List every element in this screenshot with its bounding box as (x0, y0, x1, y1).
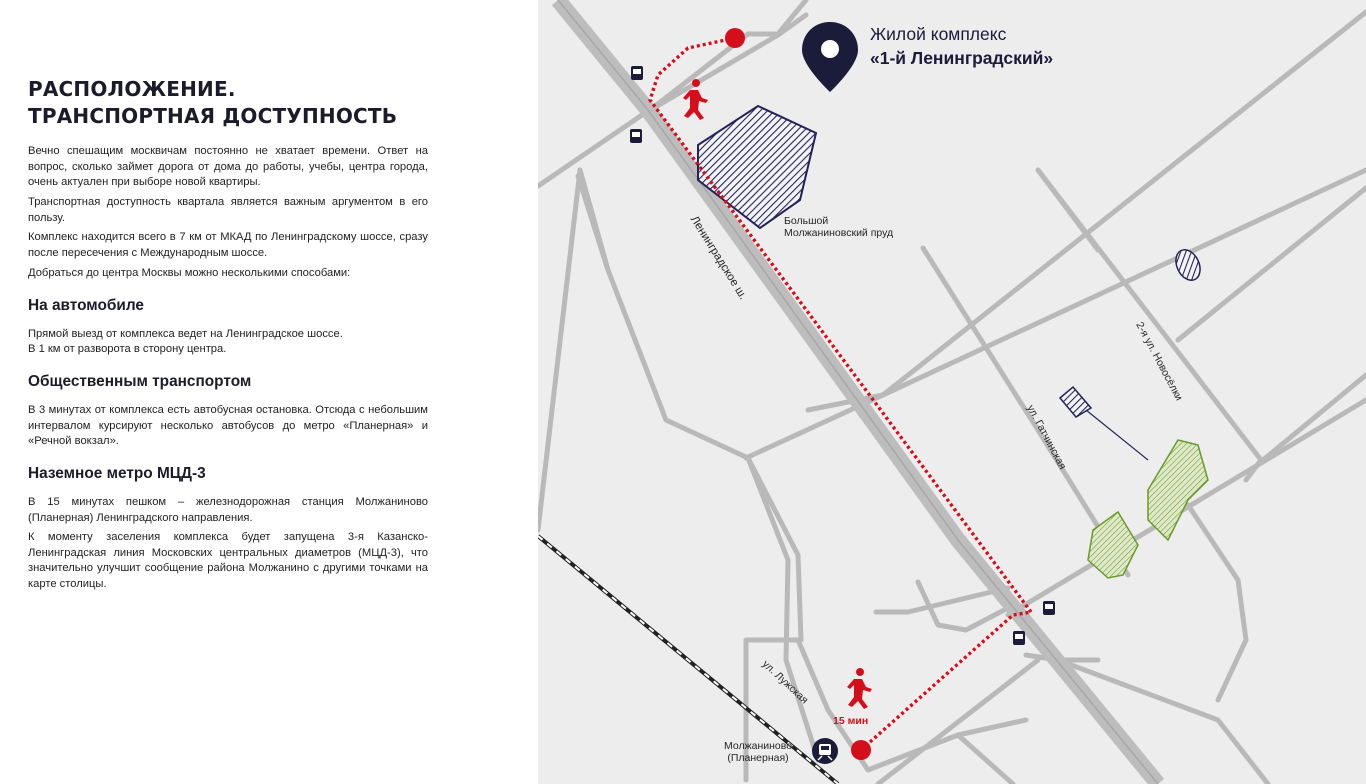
section-heading-public: Общественным транспортом (28, 373, 252, 390)
intro-paragraph: Добраться до центра Москвы можно несколькими способами: (28, 267, 351, 279)
metro-paragraph: К моменту заселения комплекса будет запущена 3-я Казанско-Ленинградская линия Московских центральных диаметров (МЦД-3), что значительно улучшит сообщение района Молжанино с другими точками на карте столицы. (28, 531, 428, 590)
metro-paragraph: В 15 минутах пешком – железнодорожная станция Молжаниново (Планерная) Ленинградского направления. (28, 496, 428, 524)
intro-paragraph: Вечно спешащим москвичам постоянно не хватает времени. Ответ на вопрос, сколько займет дорога от дома до работы, учебы, центра города, очень актуален при выборе новой квартиры. (28, 145, 428, 188)
public-text: В 3 минутах от комплекса есть автобусная остановка. Отсюда с небольшим интервалом курсируют несколько автобусов до метро «Планерная» и «Речной вокзал». (28, 404, 428, 447)
label-novoselki: 2-я ул. Новосёлки (1133, 320, 1185, 403)
location-pin-icon (802, 22, 858, 92)
label-pond-line2: Молжаниновский пруд (784, 227, 894, 239)
section-heading-metro: Наземное метро МЦД-3 (28, 465, 206, 482)
label-pond (784, 215, 893, 239)
map-canvas (538, 0, 1366, 784)
page-title-line2: ТРАНСПОРТНАЯ ДОСТУПНОСТЬ (28, 104, 398, 128)
connector-line (1086, 410, 1148, 460)
label-station-line2: (Планерная) (727, 752, 789, 764)
train-station-icon (812, 738, 838, 764)
label-gatchinskaya: ул. Гатчинская (1024, 403, 1069, 472)
label-pond-line1: Большой (784, 215, 829, 227)
railway (538, 536, 838, 784)
route-start-dot (725, 28, 745, 48)
label-luzhskaya: ул. Лужская (759, 658, 811, 707)
label-station (724, 740, 792, 764)
walk-time-label: 15 мин (833, 715, 869, 727)
page-title (28, 76, 448, 130)
map-title-line1: Жилой комплекс (870, 24, 1007, 44)
car-line: Прямой выезд от комплекса ведет на Ленинградское шоссе. (28, 328, 343, 340)
section-heading-car: На автомобиле (28, 297, 144, 314)
small-plot (1060, 387, 1091, 417)
intro-paragraph: Транспортная доступность квартала является важным аргументом в его пользу. (28, 196, 428, 224)
page-title-line1: РАСПОЛОЖЕНИЕ. (28, 77, 236, 101)
small-pond (1171, 246, 1204, 284)
route-end-dot (851, 740, 871, 760)
location-map[interactable] (538, 0, 1366, 784)
info-panel (0, 0, 538, 784)
label-leningradskoe: Ленинградское ш. (687, 214, 749, 302)
intro-paragraph: Комплекс находится всего в 7 км от МКАД по Ленинградскому шоссе, сразу после пересечения с Международным шоссе. (28, 231, 428, 259)
car-line: В 1 км от разворота в сторону центра. (28, 343, 227, 355)
label-station-line1: Молжаниново (724, 740, 793, 752)
map-title-line2: «1-й Ленинградский» (870, 48, 1054, 68)
